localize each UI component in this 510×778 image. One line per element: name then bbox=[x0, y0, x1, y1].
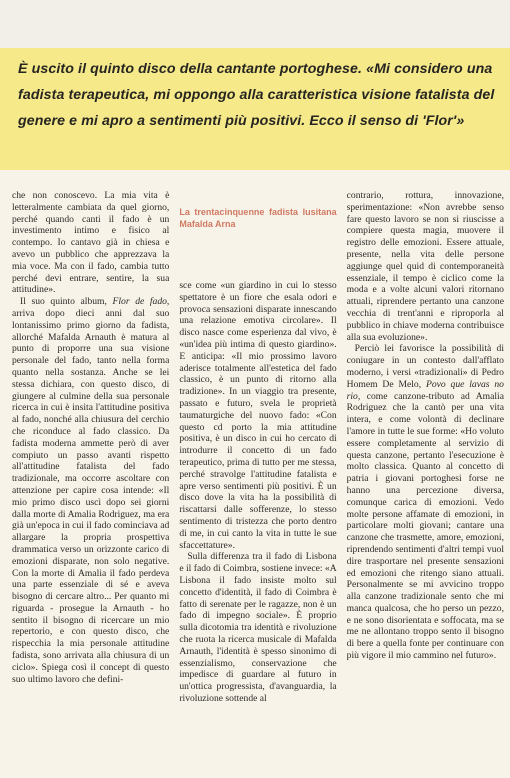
paragraph-lead: Il suo quinto album, bbox=[20, 296, 113, 308]
paragraph: sce come «un giardino in cui lo stesso spettatore è un fiore che esala odori e provoca sensazioni disparate innescando una relazione emotiva circolare». Il disco nasce come esperienza dal vivo, è «un'idea più intima di questo giardino». E anticipa: «Il mio prossimo lavoro aderisce totalmente all'estetica del fado classico, è un punto di ritorno alla tradizione». In un viaggio tra presente, passato e futuro, svela le proprietà taumaturgiche del nuovo fado: «Con questo cd porto la mia attitudine positiva, è un disco in cui ho cercato di introdurre il concetto di un fado terapeutico, prima di tutto per me stessa, perché stravolge l'attitudine fatalista e apre verso sentimenti più positivi. È un disco dove la vita ha la possibilità di riscattarsi dalle sofferenze, lo stesso sentimento di tristezza che porto dentro di me, in cui canto la vita in tutte le sue sfaccettature». bbox=[179, 280, 337, 551]
paragraph: contrario, rottura, innovazione, sperimentazione: «Non avrebbe senso fare questo lavoro se non si riuscisse a compiere questa magia, muovere il registro delle emozioni. Essere attuale, presente, nella vita delle persone aggiunge quel quid di contemporaneità essenziale, il tempo è ciclico come la moda e a volte alcuni valori ritornano attuali, riprendere pertanto una canzone vecchia di trent'anni e riproporla al pubblico in chiave moderna contribuisce alla sua evoluzione». bbox=[346, 190, 504, 343]
album-title: Flor de fado bbox=[112, 296, 167, 308]
paragraph: che non conoscevo. La mia vita è letteralmente cambiata da quel giorno, perché quando canti il fado è un investimento intimo e fisico al contempo. Io cantavo già in chiesa e avevo un pubblico che apprezzava la mia voce. Ma con il fado, cambia tutto perché devi entrare, sentire, la sua attitudine». bbox=[12, 190, 170, 296]
article-body bbox=[12, 190, 504, 774]
paragraph bbox=[12, 296, 169, 685]
paragraph-lead: Perciò lei favorisce la possibilità di coniugare in un contesto dall'afflato moderno, i versi «tradizionali» di Pedro Homem De Melo, bbox=[346, 343, 504, 390]
standfirst-box bbox=[0, 48, 510, 170]
column-3 bbox=[347, 190, 504, 774]
column-1 bbox=[12, 190, 169, 774]
standfirst-text: È uscito il quinto disco della cantante portoghese. «Mi considero una fadista terapeutica, mi oppongo alla caratteristica visione fatalista del genere e mi apro a sentimenti più positivi. Ecco il senso di 'Flor'» bbox=[18, 61, 495, 129]
paragraph-text: , come canzone-tributo ad Amalia Rodriguez che la cantò per una vita intera, e come volontà di declinare l'amore in tutte le sue forme: «Ho voluto essere completamente al servizio di questa canzone, pertanto l'esecuzione è molto classica. Quanto al concetto di patria i giovani portoghesi forse ne hanno una percezione diversa, comunque carica di emozioni. Vedo molte persone affamate di emozioni, in particolare molti giovani; cantare una canzone che trasmette, amore, emozioni, riprendendo sentimenti d'altri tempi vuol dire trasportare nel presente sensazioni ed emozioni che ritengo siano attuali. Personalmente se mi avvicino troppo alla canzone tradizionale sento che mi manca qualcosa, che ho perso un pezzo, e ne sono disorientata e soffocata, ma se me ne allontano troppo sento il bisogno di bere a quella fonte per continuare con più vigore il mio cammino nel futuro». bbox=[346, 390, 504, 662]
page-top-margin bbox=[0, 0, 510, 49]
paragraph: Sulla differenza tra il fado di Lisbona e il fado di Coimbra, sostiene invece: «A Lisbona il fado insiste molto sul concetto d'identità, il fado di Coimbra è fatto di serenate per le ragazze, non è un fado di impegno sociale». È proprio sulla dicotomia tra identità e rivoluzione che ruota la ricerca musicale di Mafalda Arnauth, l'identità è spesso sinonimo di essenzialismo, conservazione che impedisce di guardare al futuro in un'ottica progressista, d'avanguardia, la rivoluzione sottende al bbox=[179, 551, 337, 704]
paragraph-text: , arriva dopo dieci anni dal suo lontanissimo primo giorno da fadista, allorché Mafalda Arnauth è matura al punto di proporre una sua visione personale del fado, tanto nella forma quanto nella sostanza. Anche se lei stessa dichiara, con questo disco, di giungere al culmine della sua personale ricerca in cui è insita l'attitudine positiva al fado, nonché alla chiusura del cerchio che riconduce al fado classico. Da fadista moderna ammette però di aver compiuto un passo avanti rispetto all'attitudine fatalista del fado tradizionale, ma occorre ascoltare con attenzione per capire cosa intende: «Il mio primo disco uscì dopo sei giorni dalla morte di Amalia Rodriguez, ma era già un'epoca in cui il fado cominciava ad allargare la propria prospettiva drammatica verso un orizzonte carico di emozioni disparate, non solo negative. Con la morte di Amalia il fado perdeva una parte essenziale di sé e aveva bisogno di cercare altro... Per quanto mi riguarda - prosegue la Arnauth - ho sentito il bisogno di ricercare un mio repertorio, e con questo disco, che rispecchia la mia personale attitudine fadista, sono arrivata alla chiusura di un ciclo». Spiega così il concept di questo suo ultimo lavoro che defini- bbox=[12, 296, 170, 685]
photo-caption: La trentacinquenne fadista lusitana Mafalda Arna bbox=[179, 207, 337, 229]
song-title: Povo que lavas no rio bbox=[346, 378, 504, 402]
paragraph bbox=[347, 343, 504, 662]
column-2 bbox=[179, 190, 336, 774]
